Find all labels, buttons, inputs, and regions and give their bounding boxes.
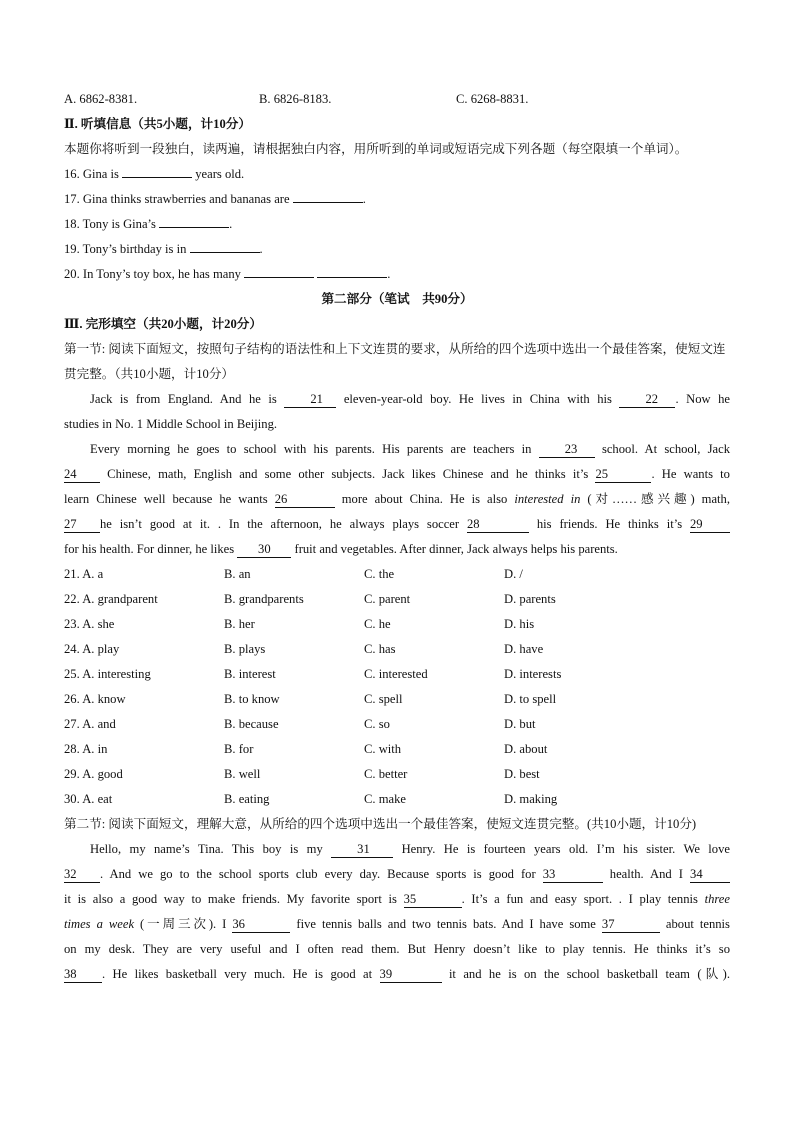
section-2-instructions: 本题你将听到一段独白，读两遍，请根据独白内容，用所听到的单词或短语完成下列各题（每空限填一个单词）。 [64,142,688,156]
cloze-blank[interactable]: 39 [380,967,442,983]
exam-page [64,87,730,987]
question-16: 16. Gina is years old. [64,162,730,187]
cloze-blank[interactable]: 33 [543,867,603,883]
answer-blank[interactable] [317,262,387,278]
options-26: 26. A. know B. to know C. spell D. to spell [64,692,557,706]
passage2-line2: 32 . And we go to the school sports club every day. Because sports is good for 33 health. And I 34 [64,862,730,887]
passage2-line5: on my desk. They are very useful and I often read them. But Henry doesn’t like to play tennis. He thinks it’s so [64,942,730,956]
question-20: 20. In Tony’s toy box, he has many . [64,262,730,287]
answer-blank[interactable] [293,187,363,203]
passage1-line5: learn Chinese well because he wants 26 more about China. He is also interested in (对……感兴趣) math, [64,492,730,506]
answer-blank[interactable] [122,162,192,178]
passage1-line7: for his health. For dinner, he likes 30 fruit and vegetables. After dinner, Jack always helps his parents. [64,542,618,556]
section-2-title: Ⅱ. 听填信息（共5小题，计10分） [64,117,251,131]
options-28: 28. A. in B. for C. with D. about [64,742,548,756]
cloze-blank[interactable]: 23 [539,442,595,458]
option-b: B. 6826-8183. [259,92,332,106]
cloze-blank[interactable]: 25 [595,467,651,483]
options-27: 27. A. and B. because C. so D. but [64,717,536,731]
options-25: 25. A. interesting B. interest C. interested D. interests [64,667,562,681]
options-21: 21. A. a B. an C. the D. / [64,567,523,581]
cloze-blank[interactable]: 27 [64,517,100,533]
passage1-line3: Every morning he goes to school with his parents. His parents are teachers in 23 school. At school, Jack [90,442,730,456]
options-22: 22. A. grandparent B. grandparents C. parent D. parents [64,592,556,606]
options-23: 23. A. she B. her C. he D. his [64,617,535,631]
question-19: 19. Tony’s birthday is in . [64,237,730,262]
options-30: 30. A. eat B. eating C. make D. making [64,792,558,806]
passage2-line4: times a week (一周三次). I 36 five tennis balls and two tennis bats. And I have some 37 about tennis [64,917,730,931]
phone-options [64,87,730,112]
option-c: C. 6268-8831. [456,92,529,106]
options-29: 29. A. good B. well C. better D. best [64,767,540,781]
passage1-line6: 27 he isn’t good at it. . In the afternoon, he always plays soccer 28 his friends. He thinks it’s 29 [64,512,730,537]
cloze-blank[interactable]: 34 [690,867,730,883]
options-24: 24. A. play B. plays C. has D. have [64,642,544,656]
section-3-title: Ⅲ. 完形填空（共20小题，计20分） [64,317,262,331]
passage1-line2: studies in No. 1 Middle School in Beijing. [64,417,278,431]
option-a: A. 6862-8381. [64,92,138,106]
passage1-line4: 24 Chinese, math, English and some other subjects. Jack likes Chinese and he thinks it’s 25 . He wants to [64,467,730,481]
question-17: 17. Gina thinks strawberries and bananas are . [64,187,730,212]
cloze-blank[interactable]: 21 [284,392,336,408]
cloze-blank[interactable]: 37 [602,917,660,933]
passage1-line1: Jack is from England. And he is 21 eleven-year-old boy. He lives in China with his 22 . Now he [90,392,730,406]
cloze-blank[interactable]: 38 [64,967,102,983]
passage2-line6: 38 . He likes basketball very much. He is good at 39 it and he is on the school basketball team (队). [64,967,730,981]
question-18: 18. Tony is Gina’s . [64,212,730,237]
cloze-blank[interactable]: 31 [331,842,393,858]
cloze-blank[interactable]: 28 [467,517,529,533]
cloze-blank[interactable]: 36 [232,917,290,933]
part-2-title: 第二部分（笔试 共90分） [321,292,473,306]
section-3-part2-instructions: 第二节: 阅读下面短文，理解大意，从所给的四个选项中选出一个最佳答案，使短文连贯完整。(共10小题，计10分) [64,817,697,831]
cloze-blank[interactable]: 30 [237,542,291,558]
cloze-blank[interactable]: 32 [64,867,100,883]
answer-blank[interactable] [244,262,314,278]
passage2-line3: it is also a good way to make friends. My favorite sport is 35 . It’s a fun and easy sport. . I play tennis three [64,892,730,906]
answer-blank[interactable] [190,237,260,253]
cloze-blank[interactable]: 24 [64,467,100,483]
passage2-line1: Hello, my name’s Tina. This boy is my 31 Henry. He is fourteen years old. I’m his sister. We love [90,842,730,856]
section-3-part1-instructions: 第一节: 阅读下面短文，按照句子结构的语法性和上下文连贯的要求，从所给的四个选项中选出一个最佳答案，使短文连贯完整。（共10小题，计10分） [64,342,726,381]
cloze-blank[interactable]: 22 [619,392,675,408]
cloze-blank[interactable]: 35 [404,892,462,908]
cloze-blank[interactable]: 26 [275,492,335,508]
cloze-blank[interactable]: 29 [690,517,730,533]
answer-blank[interactable] [159,212,229,228]
